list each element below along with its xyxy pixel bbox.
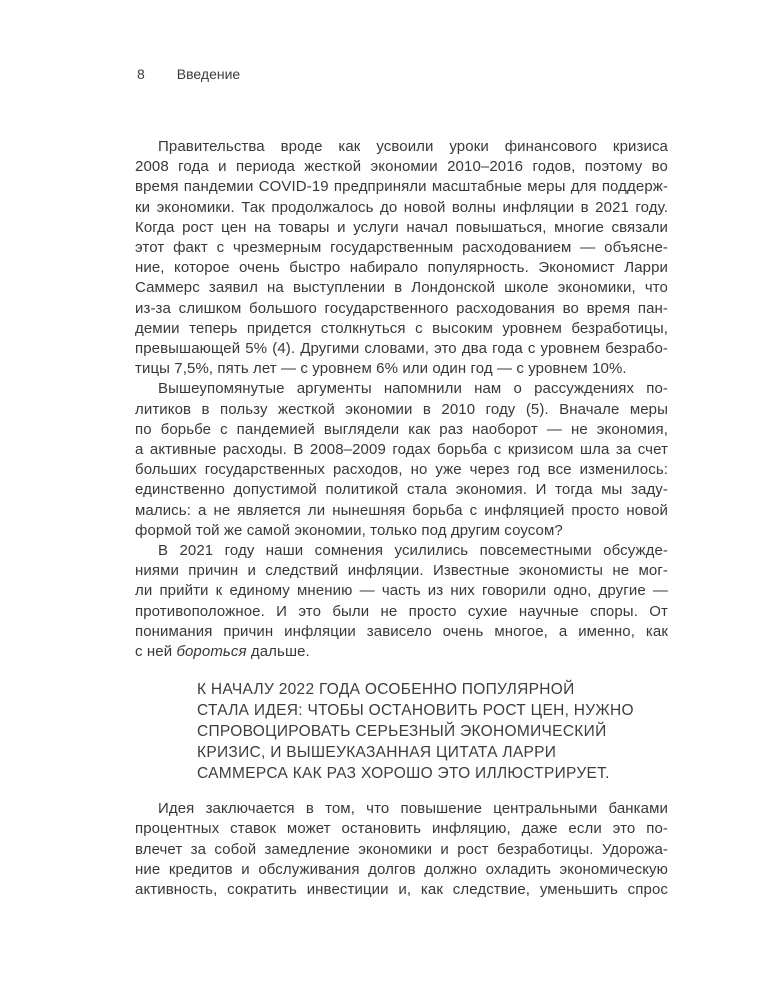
text-line: ние, которое очень быстро набирало популярность. Экономист Ларри	[135, 259, 668, 277]
text-line: ки экономики. Так продолжалось до новой волны инфляции в 2021 году.	[135, 198, 668, 216]
text-line: влечет за собой замедление экономики и рост безработицы. Удорожа-	[135, 840, 668, 858]
paragraph-1	[135, 137, 668, 379]
text-line: активность, сократить инвестиции и, как следствие, уменьшить спрос	[135, 881, 668, 899]
text-line: СТАЛА ИДЕЯ: ЧТОБЫ ОСТАНОВИТЬ РОСТ ЦЕН, НУЖНО	[197, 702, 634, 720]
text-line: время пандемии COVID-19 предприняли масштабные меры для поддерж-	[135, 178, 668, 196]
page-body	[135, 137, 668, 900]
text-line: Когда рост цен на товары и услуги начал повышаться, многие связали	[135, 218, 668, 236]
paragraph-2	[135, 379, 668, 541]
pull-quote	[197, 679, 637, 784]
text-line: противоположное. И это были не просто сухие научные споры. От	[135, 602, 668, 620]
text-line: из-за слишком большого государственного расходования во время пан-	[135, 299, 668, 317]
text-line: этот факт с чрезмерным государственным расходованием — объясне-	[135, 239, 668, 257]
paragraph-3	[135, 541, 668, 662]
paragraph-4	[135, 799, 668, 900]
text-line: мались: а не является ли нынешняя борьба с инфляцией просто новой	[135, 501, 668, 519]
text-line: понимания причин инфляции зависело очень многое, а именно, как	[135, 622, 668, 640]
page-number: 8	[137, 66, 145, 82]
text-line	[135, 642, 668, 662]
text-line: СПРОВОЦИРОВАТЬ СЕРЬЕЗНЫЙ ЭКОНОМИЧЕСКИЙ	[197, 723, 607, 741]
emphasized-text: бороться	[176, 643, 247, 661]
text-line: 2008 года и периода жесткой экономии 2010–2016 годов, поэтому во	[135, 158, 668, 176]
text-line: единственно допустимой политикой стала экономия. И тогда мы заду-	[135, 481, 668, 499]
text-segment: дальше.	[246, 643, 310, 661]
running-head	[137, 66, 240, 82]
text-line: по борьбе с пандемией выглядели как раз наоборот — не экономия,	[135, 420, 668, 438]
text-line: формой той же самой экономии, только под другим соусом?	[135, 521, 563, 539]
text-line: В 2021 году наши сомнения усилились повсеместными обсужде-	[158, 542, 668, 560]
text-line: ли прийти к единому мнению — часть из них говорили одно, другие —	[135, 582, 668, 600]
text-line: больших государственных расходов, но уже через год все изменилось:	[135, 461, 668, 479]
text-line: Идея заключается в том, что повышение центральными банками	[158, 800, 668, 818]
text-line: литиков в пользу жесткой экономии в 2010 году (5). Вначале меры	[135, 400, 668, 418]
section-title: Введение	[176, 66, 241, 82]
text-line: превышающей 5% (4). Другими словами, это два года с уровнем безрабо-	[135, 340, 668, 358]
text-line: ниями причин и следствий инфляции. Известные экономисты не мог-	[135, 562, 668, 580]
text-line: К НАЧАЛУ 2022 ГОДА ОСОБЕННО ПОПУЛЯРНОЙ	[197, 681, 575, 699]
text-line: демии теперь придется столкнуться с высоким уровнем безработицы,	[135, 319, 668, 337]
text-segment: с ней	[135, 643, 177, 661]
text-line: ние кредитов и обслуживания долгов должно охладить экономическую	[135, 860, 668, 878]
text-line: Саммерс заявил на выступлении в Лондонской школе экономики, что	[135, 279, 668, 297]
text-line: Правительства вроде как усвоили уроки финансового кризиса	[158, 138, 668, 155]
text-line: САММЕРСА КАК РАЗ ХОРОШО ЭТО ИЛЛЮСТРИРУЕТ.	[197, 765, 610, 783]
text-line: КРИЗИС, И ВЫШЕУКАЗАННАЯ ЦИТАТА ЛАРРИ	[197, 744, 557, 762]
text-line: Вышеупомянутые аргументы напомнили нам о рассуждениях по-	[158, 380, 668, 398]
text-line: а активные расходы. В 2008–2009 годах борьба с кризисом шла за счет	[135, 441, 668, 459]
text-line: тицы 7,5%, пять лет — с уровнем 6% или один год — с уровнем 10%.	[135, 360, 627, 378]
text-line: процентных ставок может остановить инфляцию, даже если это по-	[135, 820, 668, 838]
